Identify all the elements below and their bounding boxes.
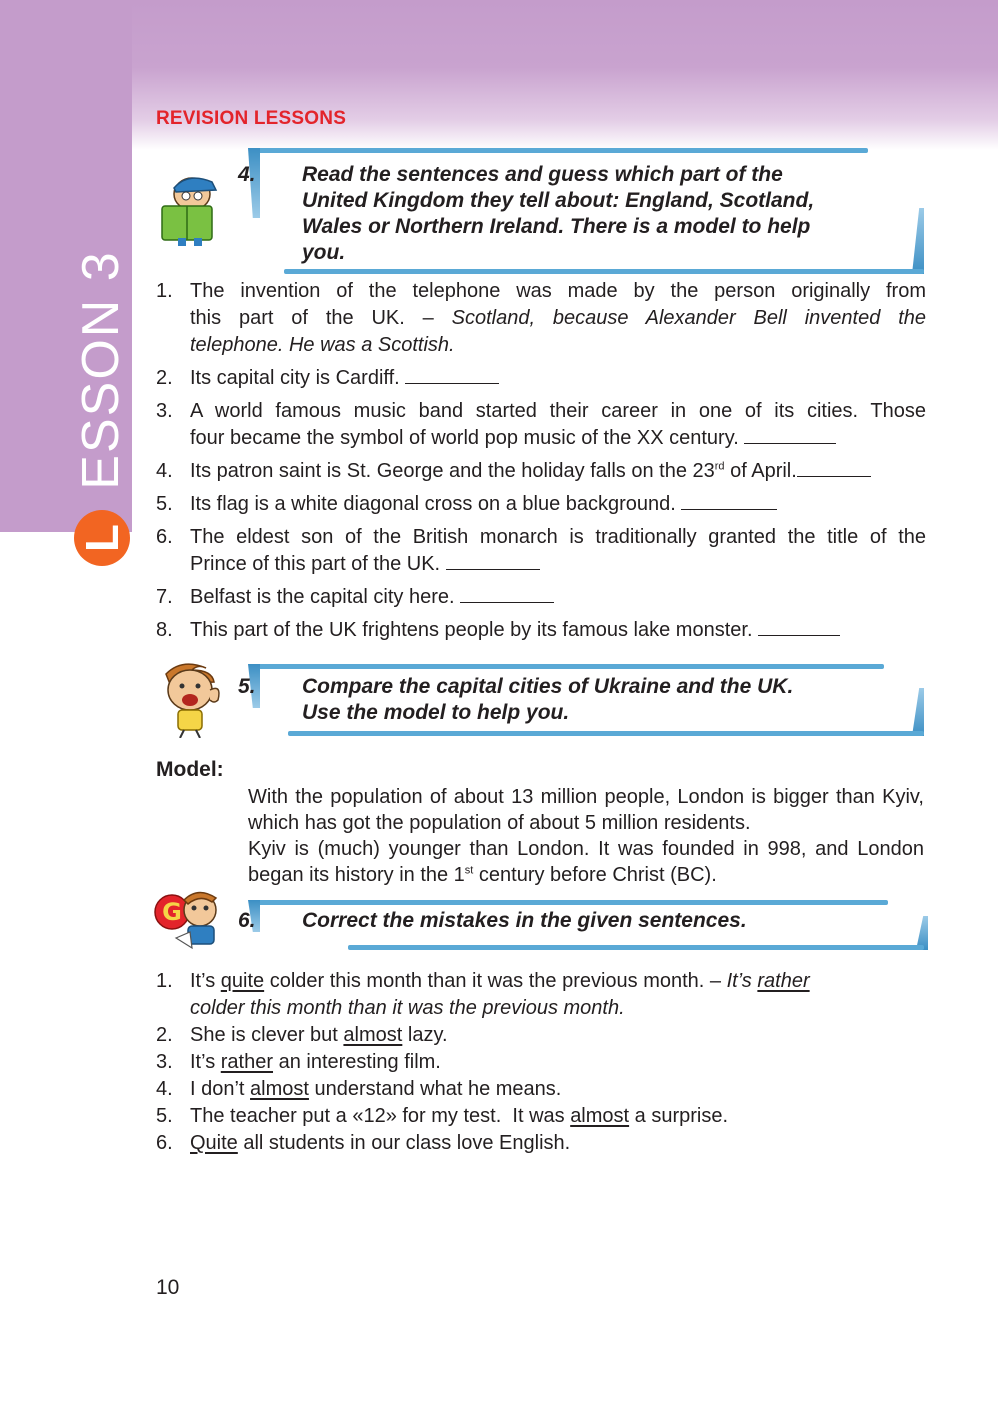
lesson-letter-badge: L — [74, 510, 130, 566]
list-item: 1. The invention of the telephone was made by the person originally from this part of the UK. – Scotland, because Alexander Bell invented the telephone. He was a Scottish. — [156, 280, 926, 356]
lesson-label: ESSON 3 — [72, 250, 130, 490]
task-4-list — [156, 278, 926, 644]
list-item: 6. The eldest son of the British monarch is traditionally granted the title of the Prince of this part of the UK. — [156, 526, 926, 575]
list-item: 3. A world famous music band started their career in one of its cities. Those four became the symbol of world pop music of the XX century. — [156, 400, 926, 449]
section-title: REVISION LESSONS — [156, 108, 347, 129]
grammar-boy-icon — [152, 886, 230, 954]
list-item: 3. It’s rather an interesting film. — [156, 1051, 441, 1073]
task-4-header — [238, 148, 924, 274]
list-item: 1. It’s quite colder this month than it was the previous month. – It’s rather colder this month than it was the previous month. — [156, 970, 810, 1019]
list-item: 5. Its flag is a white diagonal cross on a blue background. — [156, 491, 926, 518]
task-6-instruction: 6. Correct the mistakes in the given sentences. — [238, 909, 747, 932]
model-text: With the population of about 13 million people, London is bigger than Kyiv, which has got the population of about 5 million residents. Kyiv is (much) younger than London. It was founded in 998, and London began its history in the 1st century before Christ (BC). — [248, 786, 924, 886]
task-5-header — [238, 664, 924, 736]
task-4-instruction: 4. Read the sentences and guess which part of the United Kingdom they tell about: England, Scotland, Wales or Northern Ireland. There is a model to help you. — [238, 163, 815, 264]
list-item: 6. Quite all students in our class love English. — [156, 1132, 571, 1154]
shouting-boy-icon — [152, 660, 228, 738]
task-6-header — [238, 900, 924, 950]
model-label: Model: — [156, 758, 224, 781]
task-5-instruction: 5. Compare the capital cities of Ukraine and the UK. Use the model to help you. — [238, 675, 794, 724]
list-item: 8. This part of the UK frightens people by its famous lake monster. — [156, 617, 926, 644]
list-item: 4. I don’t almost understand what he means. — [156, 1078, 562, 1100]
list-item: 2. Its capital city is Cardiff. — [156, 365, 926, 392]
reading-boy-icon — [154, 172, 230, 248]
task-6-list — [156, 968, 926, 1157]
list-item: 4. Its patron saint is St. George and the holiday falls on the 23rd of April. — [156, 458, 926, 485]
page-number: 10 — [156, 1276, 180, 1299]
list-item: 7. Belfast is the capital city here. — [156, 584, 926, 611]
list-item: 5. The teacher put a «12» for my test. It was almost a surprise. — [156, 1105, 729, 1127]
list-item: 2. She is clever but almost lazy. — [156, 1024, 448, 1046]
svg-text:G: G — [162, 898, 182, 926]
